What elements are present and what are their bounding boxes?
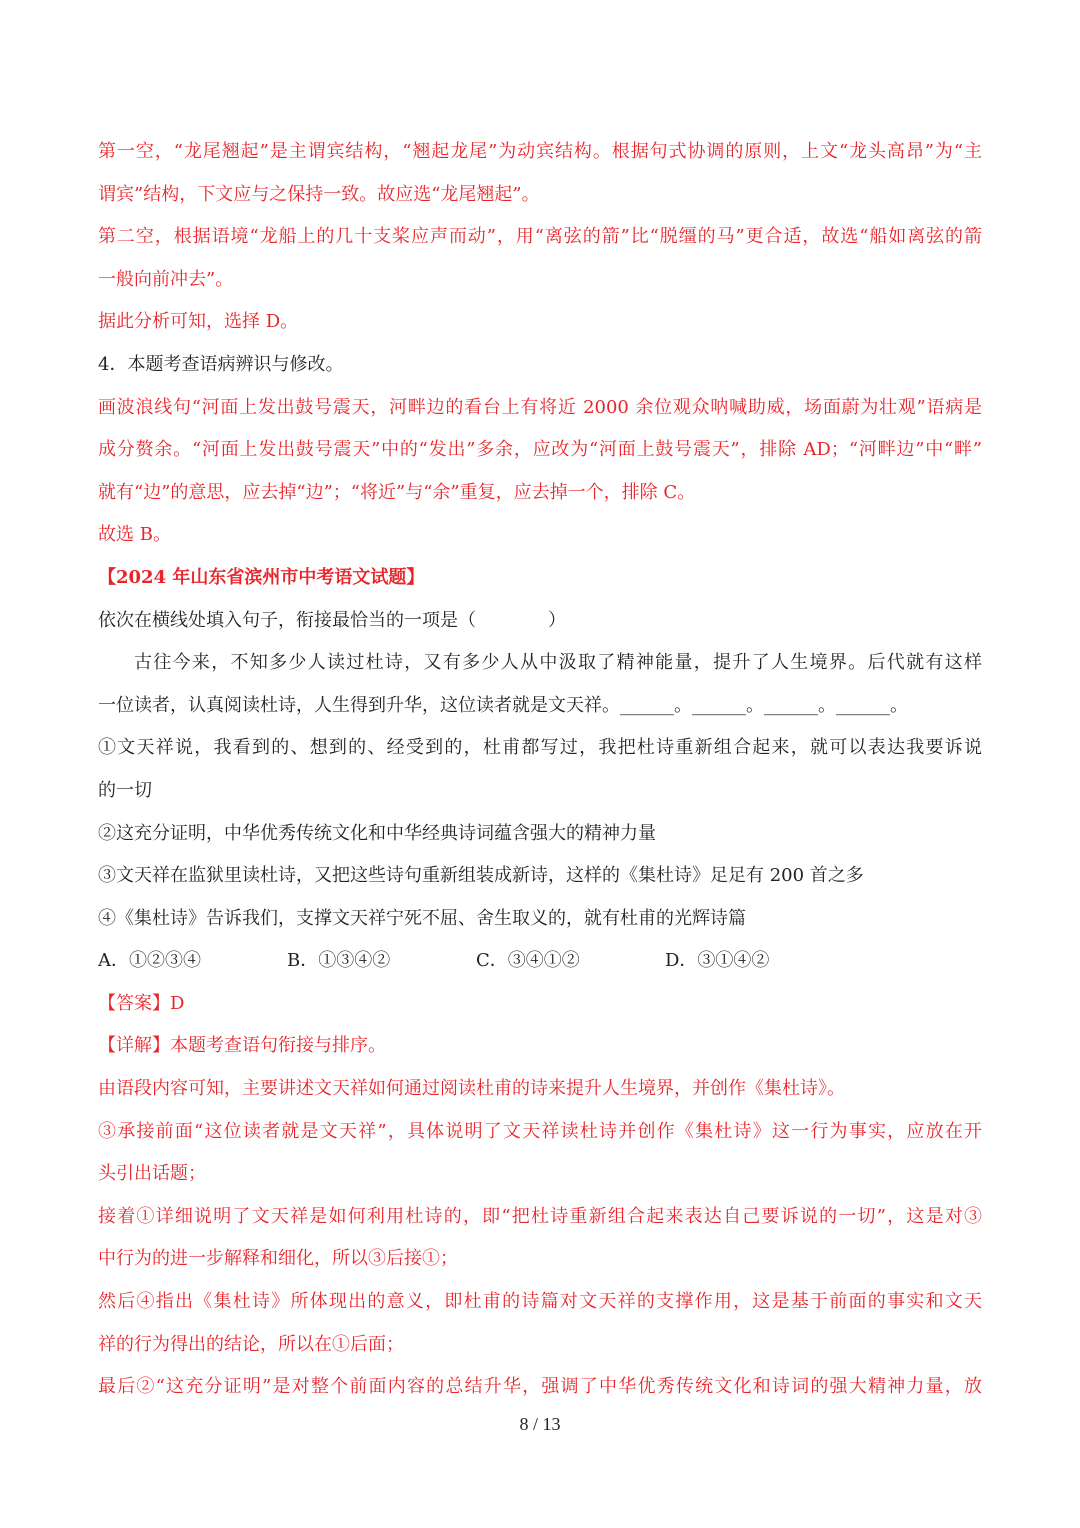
passage-line: 古往今来，不知多少人读过杜诗，又有多少人从中汲取了精神能量，提升了人生境界。后代就有这样 xyxy=(134,652,982,674)
explanation-line: 然后④指出《集杜诗》所体现出的意义，即杜甫的诗篇对文天祥的支撑作用，这是基于前面的事实和文天 xyxy=(98,1291,982,1313)
question-stem: 依次在横线处填入句子，衔接最恰当的一项是（ ） xyxy=(98,609,566,631)
analysis-conclusion: 故选 B。 xyxy=(98,524,171,546)
sentence-2: ②这充分证明，中华优秀传统文化和中华经典诗词蕴含强大的精神力量 xyxy=(98,822,656,844)
explanation-heading: 【详解】本题考查语句衔接与排序。 xyxy=(98,1035,386,1057)
analysis-line: 画波浪线句“河面上发出鼓号震天，河畔边的看台上有将近 2000 余位观众呐喊助威，场面蔚为壮观”语病是 xyxy=(98,396,982,418)
option-c: C．③④①② xyxy=(476,950,580,972)
analysis-line: 第二空，根据语境“龙船上的几十支桨应声而动”，用“离弦的箭”比“脱缰的马”更合适，故选“船如离弦的箭 xyxy=(98,226,982,248)
sentence-1: ①文天祥说，我看到的、想到的、经受到的，杜甫都写过，我把杜诗重新组合起来，就可以表达我要诉说 xyxy=(98,737,982,759)
explanation-line: 接着①详细说明了文天祥是如何利用杜诗的，即“把杜诗重新组合起来表达自己要诉说的一切”，这是对③ xyxy=(98,1205,982,1227)
analysis-conclusion: 据此分析可知，选择 D。 xyxy=(98,311,299,333)
explanation-line: 由语段内容可知，主要讲述文天祥如何通过阅读杜甫的诗来提升人生境界，并创作《集杜诗》。 xyxy=(98,1078,845,1100)
exam-source-title: 【2024 年山东省滨州市中考语文试题】 xyxy=(98,566,425,588)
option-d: D．③①④② xyxy=(665,950,770,972)
question-4-heading: 4．本题考查语病辨识与修改。 xyxy=(98,353,344,375)
sentence-4: ④《集杜诗》告诉我们，支撑文天祥宁死不屈、舍生取义的，就有杜甫的光辉诗篇 xyxy=(98,907,746,929)
answer-label: 【答案】D xyxy=(98,992,185,1014)
document-body xyxy=(98,131,982,1409)
analysis-line: 成分赘余。“河面上发出鼓号震天”中的“发出”多余，应改为“河面上鼓号震天”，排除 AD；“河畔边”中“畔” xyxy=(98,439,982,461)
analysis-line: 就有“边”的意思，应去掉“边”；“将近”与“余”重复，应去掉一个，排除 C。 xyxy=(98,481,696,503)
explanation-line: 祥的行为得出的结论，所以在①后面； xyxy=(98,1333,404,1355)
analysis-line: 第一空，“龙尾翘起”是主谓宾结构，“翘起龙尾”为动宾结构。根据句式协调的原则，上文“龙头高昂”为“主 xyxy=(98,141,982,162)
explanation-line: 头引出话题； xyxy=(98,1163,206,1185)
explanation-line: ③承接前面“这位读者就是文天祥”，具体说明了文天祥读杜诗并创作《集杜诗》这一行为事实，应放在开 xyxy=(98,1120,982,1142)
option-a: A．①②③④ xyxy=(98,950,201,972)
analysis-line: 一般向前冲去”。 xyxy=(98,268,234,290)
answer-options xyxy=(98,940,982,983)
explanation-line: 最后②“这充分证明”是对整个前面内容的总结升华，强调了中华优秀传统文化和诗词的强大精神力量，放 xyxy=(98,1376,982,1398)
sentence-1-cont: 的一切 xyxy=(98,779,152,801)
passage-line: 一位读者，认真阅读杜诗，人生得到升华，这位读者就是文天祥。______。______。______。______。 xyxy=(98,694,908,716)
sentence-3: ③文天祥在监狱里读杜诗，又把这些诗句重新组装成新诗，这样的《集杜诗》足足有 200 首之多 xyxy=(98,865,864,887)
option-b: B．①③④② xyxy=(287,950,391,972)
page-number: 8 / 13 xyxy=(519,1414,561,1434)
explanation-line: 中行为的进一步解释和细化，所以③后接①； xyxy=(98,1248,458,1270)
analysis-line: 谓宾”结构，下文应与之保持一致。故应选“龙尾翘起”。 xyxy=(98,183,540,205)
